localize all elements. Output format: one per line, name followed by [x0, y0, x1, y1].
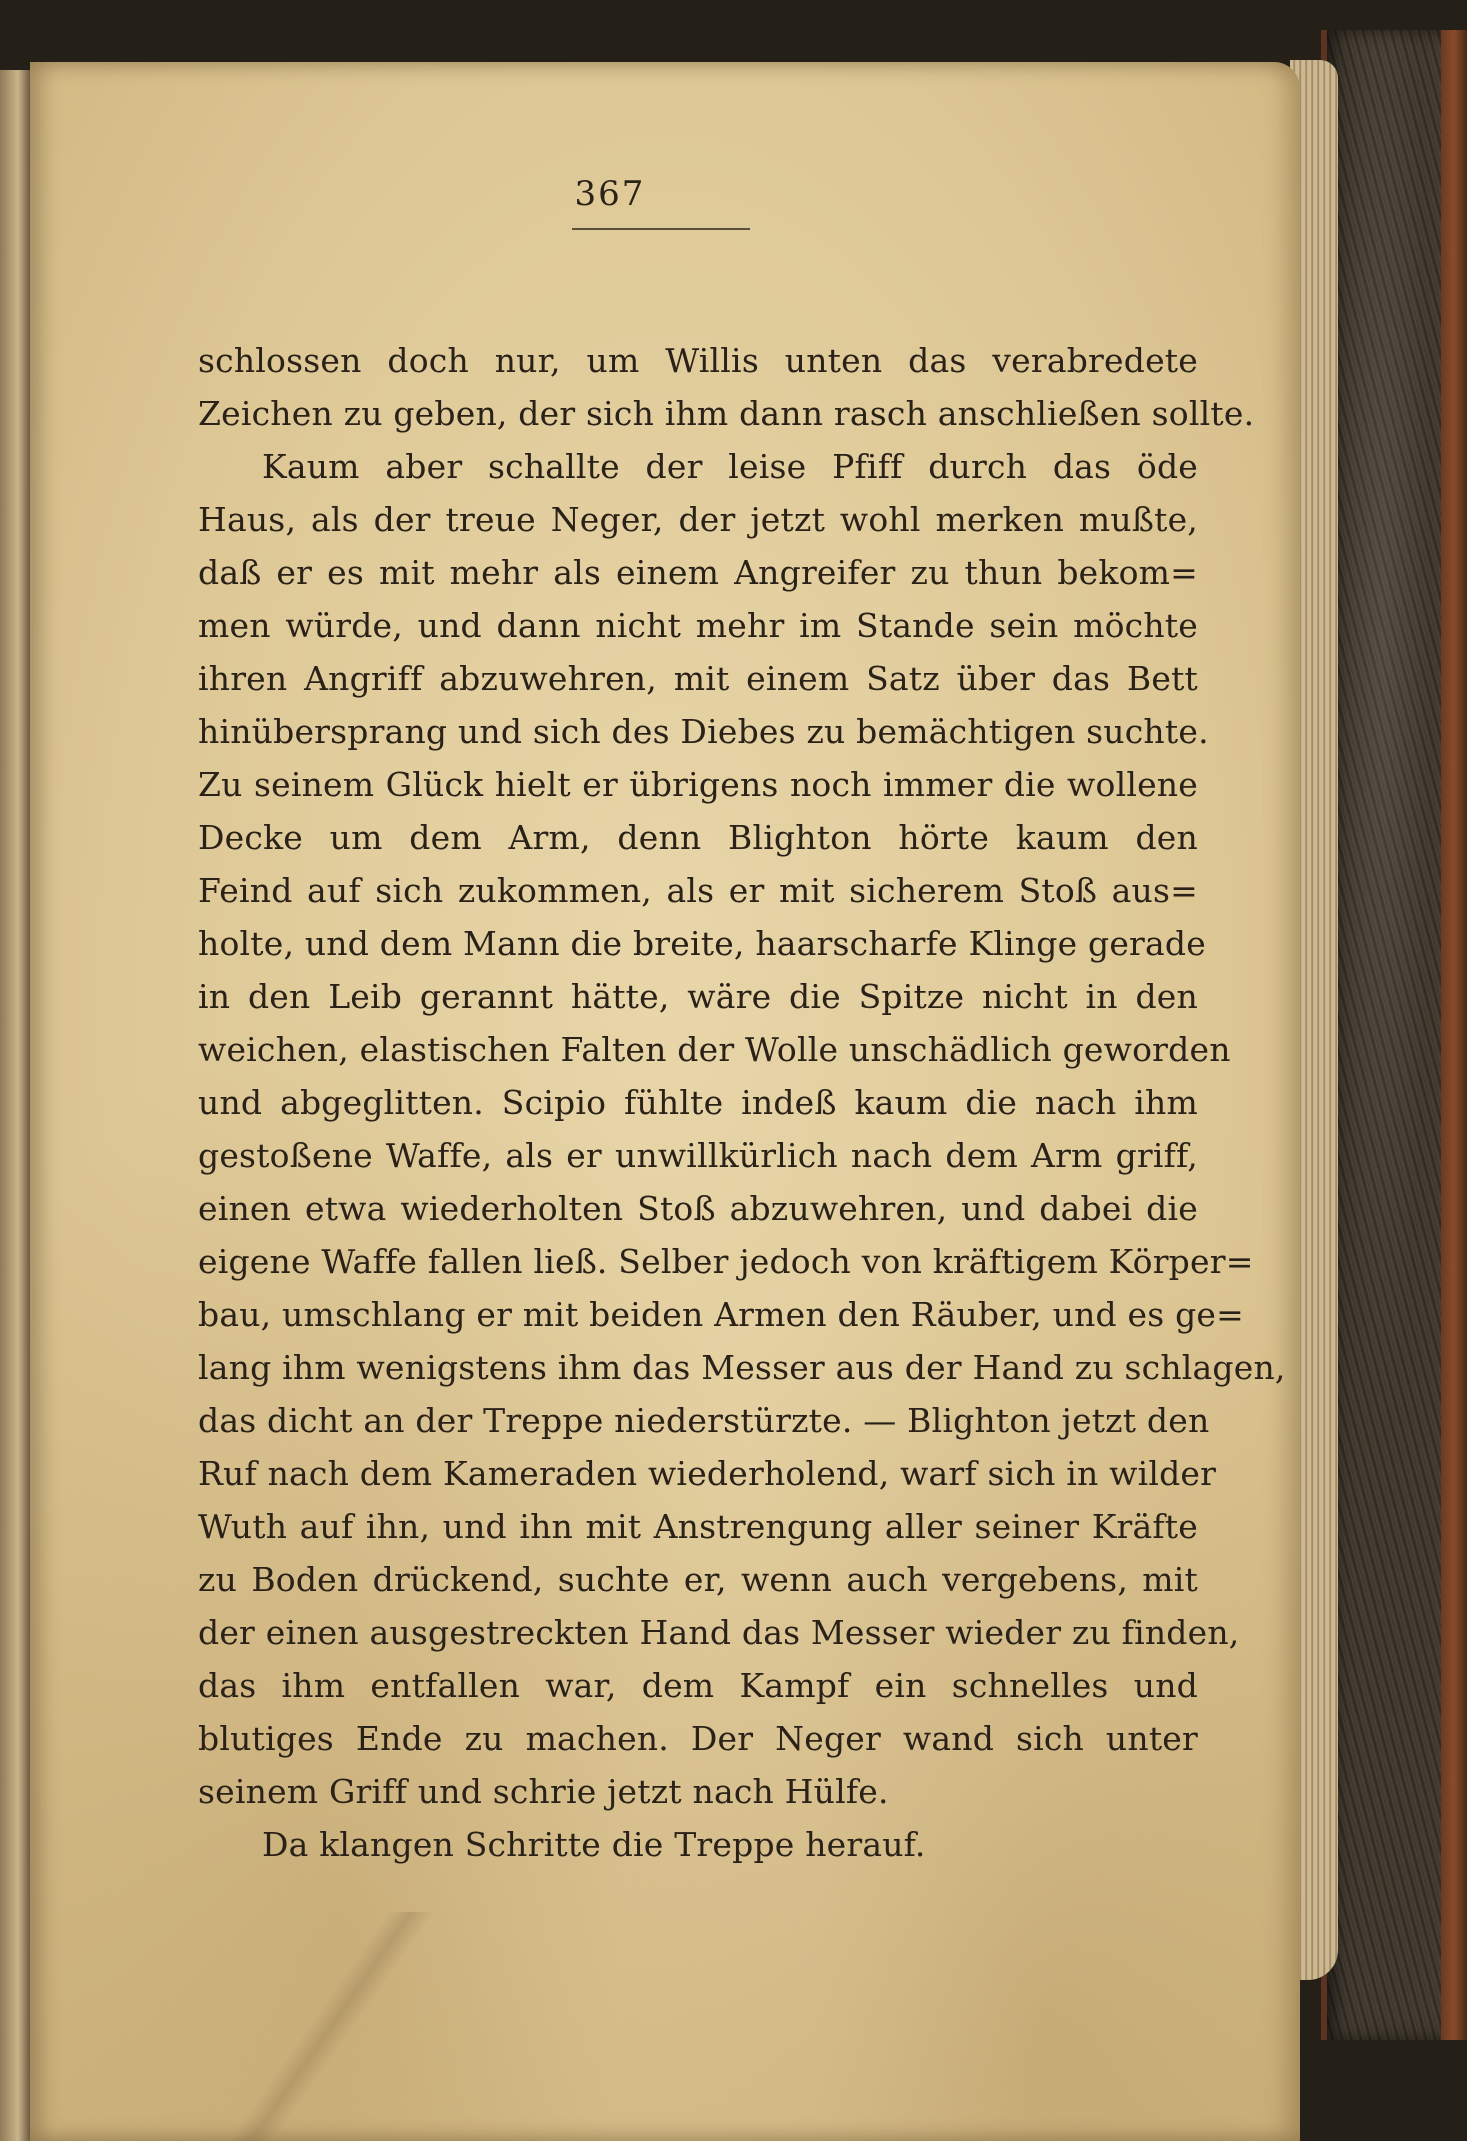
text-line: Wuth auf ihn, und ihn mit Anstrengung aller seiner Kräfte	[198, 1507, 1198, 1546]
text-line: der einen ausgestreckten Hand das Messer wieder zu finden,	[198, 1613, 1240, 1652]
body-text	[198, 334, 1286, 1871]
text-line: schlossen doch nur, um Willis unten das verabredete	[198, 341, 1198, 380]
text-line: zu Boden drückend, suchte er, wenn auch vergebens, mit	[198, 1560, 1198, 1599]
text-line: bau, umschlang er mit beiden Armen den Räuber, und es ge=	[198, 1295, 1245, 1334]
text-line: Ruf nach dem Kameraden wiederholend, warf sich in wilder	[198, 1454, 1217, 1493]
text-line: men würde, und dann nicht mehr im Stande sein möchte	[198, 606, 1198, 645]
text-line: Feind auf sich zukommen, als er mit sicherem Stoß aus=	[198, 871, 1198, 910]
text-line: Kaum aber schallte der leise Pfiff durch das öde	[262, 447, 1198, 486]
text-line: ihren Angriff abzuwehren, mit einem Satz über das Bett	[198, 659, 1198, 698]
text-line: daß er es mit mehr als einem Angreifer zu thun bekom=	[198, 553, 1198, 592]
text-line: einen etwa wiederholten Stoß abzuwehren, und dabei die	[198, 1189, 1198, 1228]
text-line: weichen, elastischen Falten der Wolle unschädlich geworden	[198, 1030, 1231, 1069]
text-line: gestoßene Waffe, als er unwillkürlich nach dem Arm griff,	[198, 1136, 1198, 1175]
facing-page-edge	[0, 70, 30, 2141]
text-line: hinübersprang und sich des Diebes zu bemächtigen suchte.	[198, 712, 1209, 751]
paper-crease	[180, 1912, 440, 2141]
text-line: Haus, als der treue Neger, der jetzt wohl merken mußte,	[198, 500, 1198, 539]
header-rule	[572, 228, 750, 230]
text-line: in den Leib gerannt hätte, wäre die Spitze nicht in den	[198, 977, 1198, 1016]
text-line: Da klangen Schritte die Treppe herauf.	[262, 1825, 926, 1864]
text-line: Decke um dem Arm, denn Blighton hörte kaum den	[198, 818, 1198, 857]
text-line: seinem Griff und schrie jetzt nach Hülfe.	[198, 1772, 889, 1811]
text-line: eigene Waffe fallen ließ. Selber jedoch von kräftigem Körper=	[198, 1242, 1254, 1281]
text-line: Zeichen zu geben, der sich ihm dann rasch anschließen sollte.	[198, 394, 1255, 433]
text-line: und abgeglitten. Scipio fühlte indeß kaum die nach ihm	[198, 1083, 1198, 1122]
text-line: holte, und dem Mann die breite, haarscharfe Klinge gerade	[198, 924, 1206, 963]
text-line: blutiges Ende zu machen. Der Neger wand sich unter	[198, 1719, 1198, 1758]
text-line: Zu seinem Glück hielt er übrigens noch immer die wollene	[198, 765, 1198, 804]
book-page	[30, 62, 1300, 2141]
page-number: 367	[574, 174, 646, 214]
book-cover-edge	[1441, 30, 1467, 2040]
text-line: das dicht an der Treppe niederstürzte. — Blighton jetzt den	[198, 1401, 1210, 1440]
text-line: das ihm entfallen war, dem Kampf ein schnelles und	[198, 1666, 1198, 1705]
text-line: lang ihm wenigstens ihm das Messer aus der Hand zu schlagen,	[198, 1348, 1286, 1387]
